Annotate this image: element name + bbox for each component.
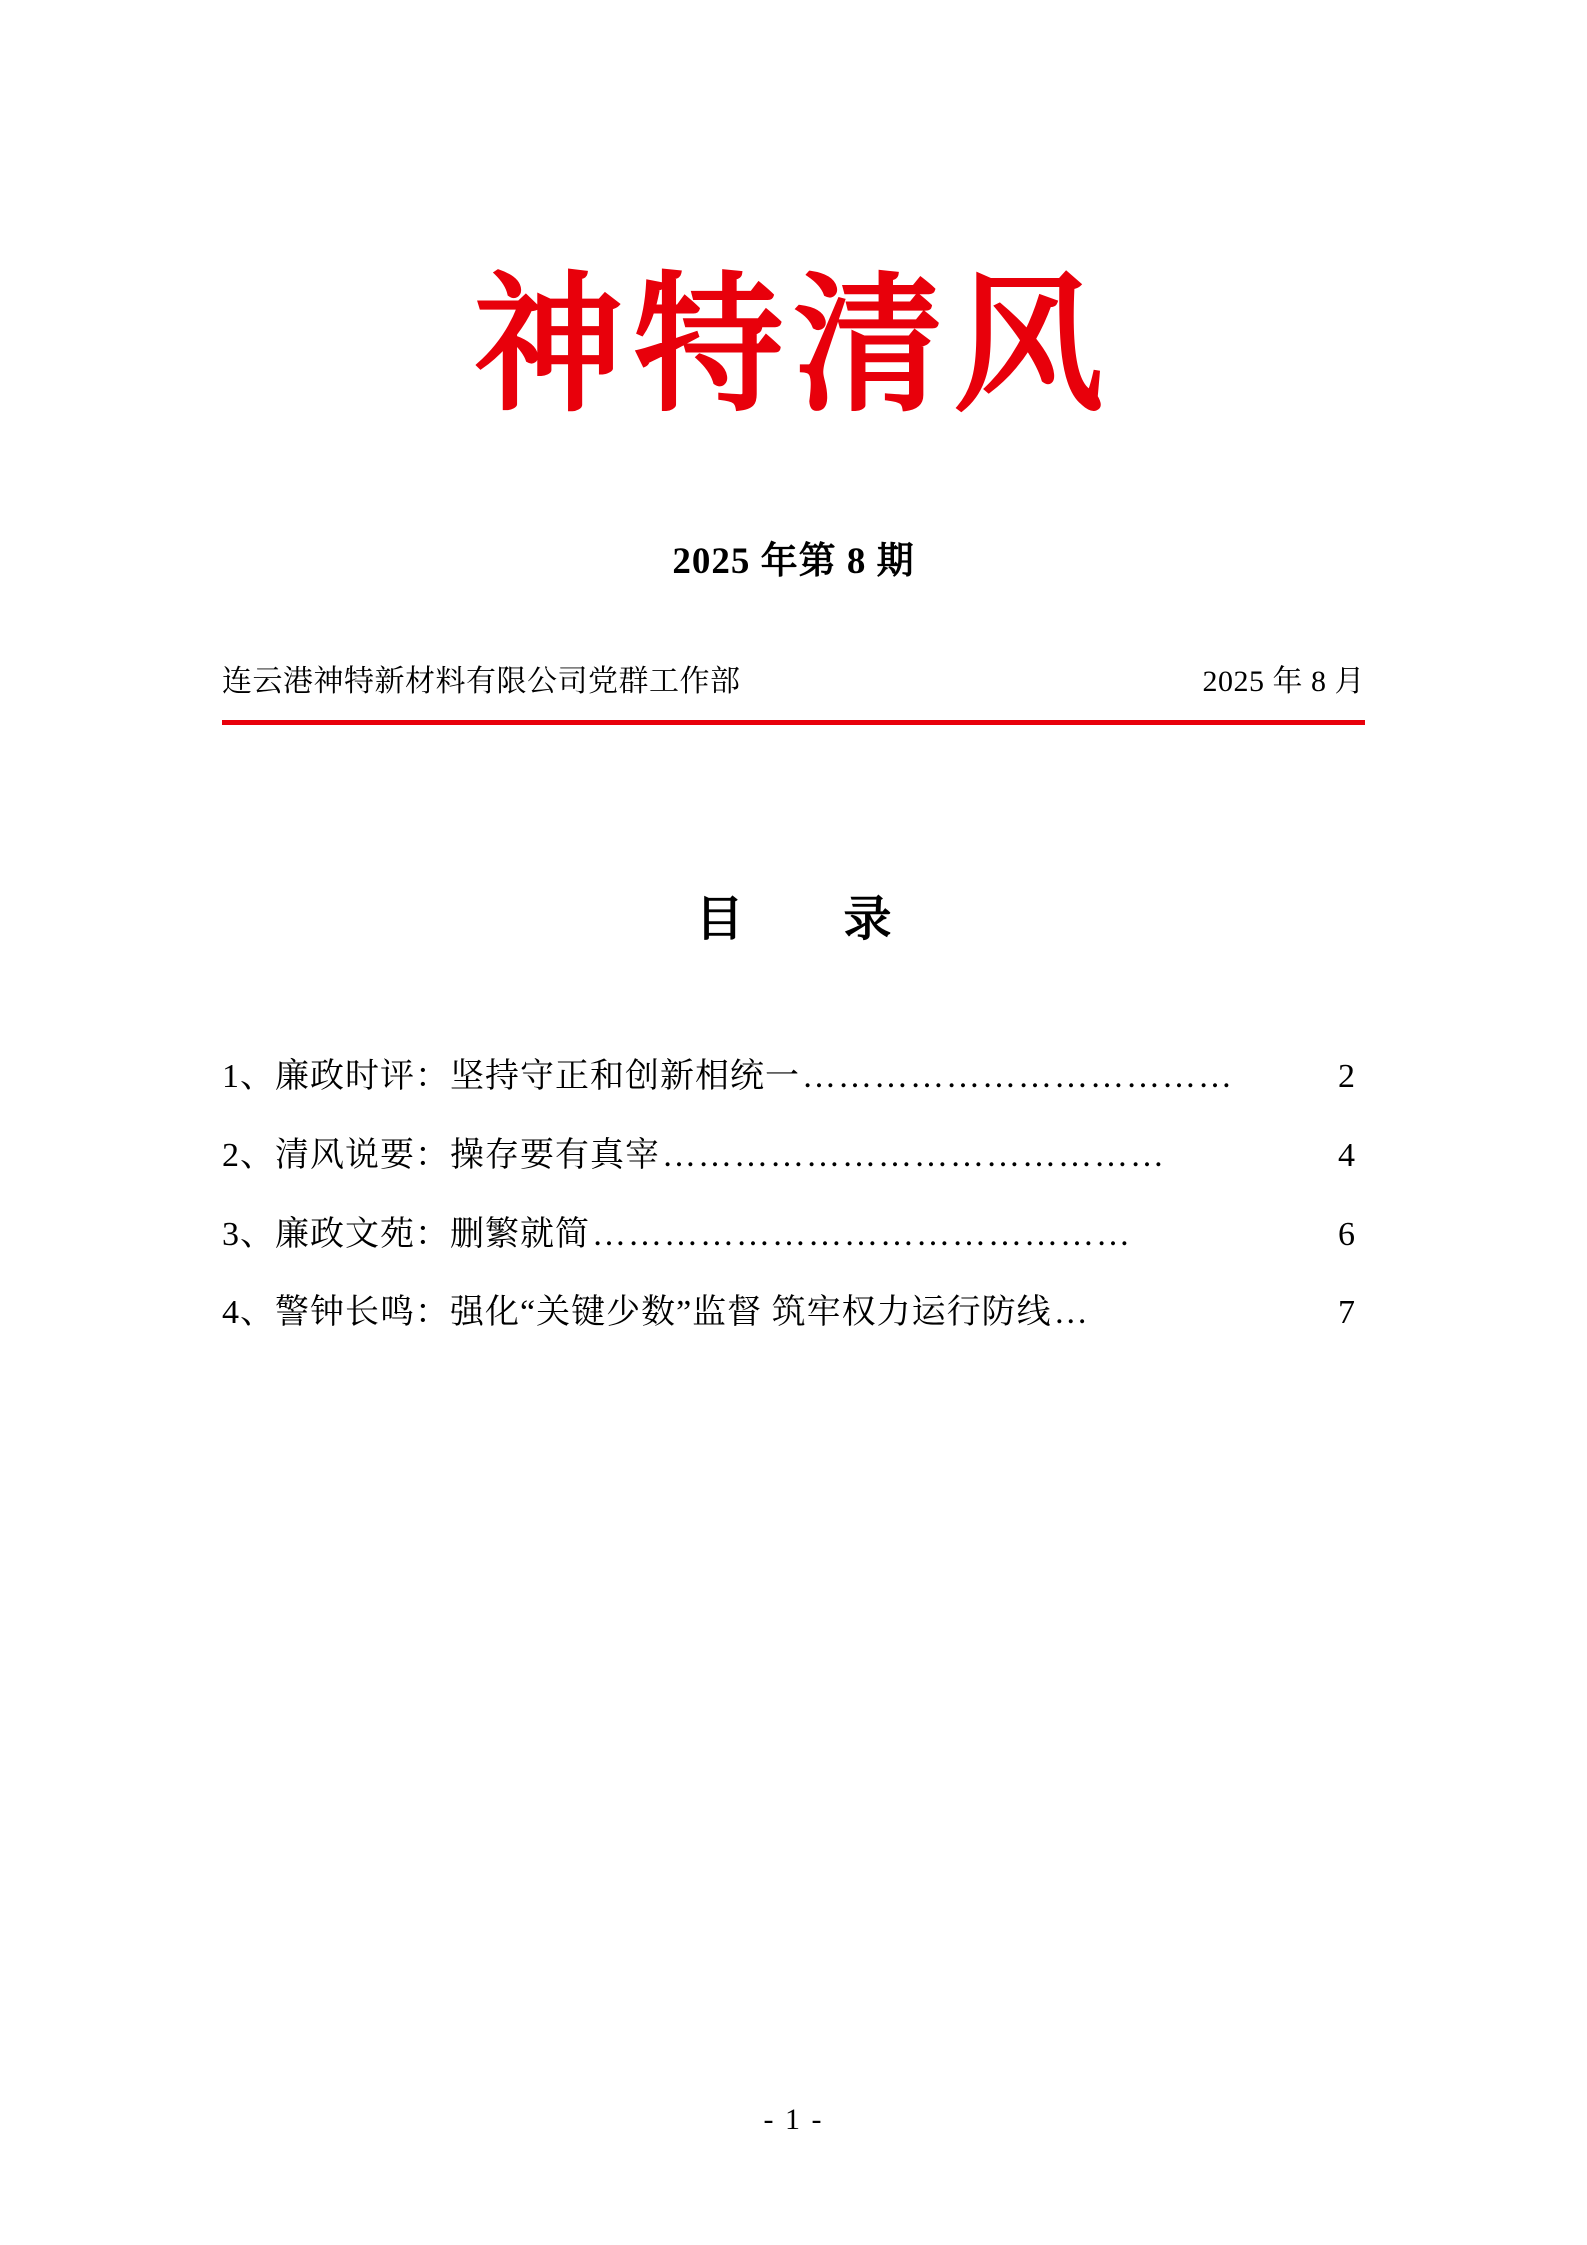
toc-entry-leader: …………………………………… [662,1136,1166,1174]
toc-entry[interactable] [222,1293,1355,1334]
toc-entry-title: 2、清风说要：操存要有真宰 [222,1136,660,1174]
toc-entry-page: 6 [1338,1215,1355,1253]
toc-entry-leader: ……………………………………… [592,1215,1132,1253]
toc-entry-page: 4 [1338,1136,1355,1174]
publication-date: 2025 年 8 月 [1202,665,1365,698]
publisher-name: 连云港神特新材料有限公司党群工作部 [222,665,741,698]
toc-entry-page: 7 [1338,1294,1355,1332]
toc-entry-leader: … [1053,1294,1088,1332]
toc-entry-title: 3、廉政文苑：删繁就简 [222,1215,590,1253]
toc-entry-title: 1、廉政时评：坚持守正和创新相统一 [222,1058,800,1095]
page-number: - 1 - [763,2103,824,2136]
toc-entry[interactable] [222,1057,1355,1098]
masthead-title: 神特清风 [473,257,1114,433]
toc-list [222,1057,1365,1334]
toc-entry-leader: ……………………………… [802,1058,1234,1095]
toc-entry[interactable] [222,1215,1355,1256]
toc-entry[interactable] [222,1136,1355,1177]
toc-entry-page: 2 [1338,1058,1355,1095]
publisher-row [222,656,1365,700]
issue-number: 2025 年第 8 期 [672,541,915,582]
red-divider [222,720,1365,725]
toc-heading: 目 录 [695,891,918,947]
toc-entry-title: 4、警钟长鸣：强化“关键少数”监督 筑牢权力运行防线 [222,1294,1052,1332]
